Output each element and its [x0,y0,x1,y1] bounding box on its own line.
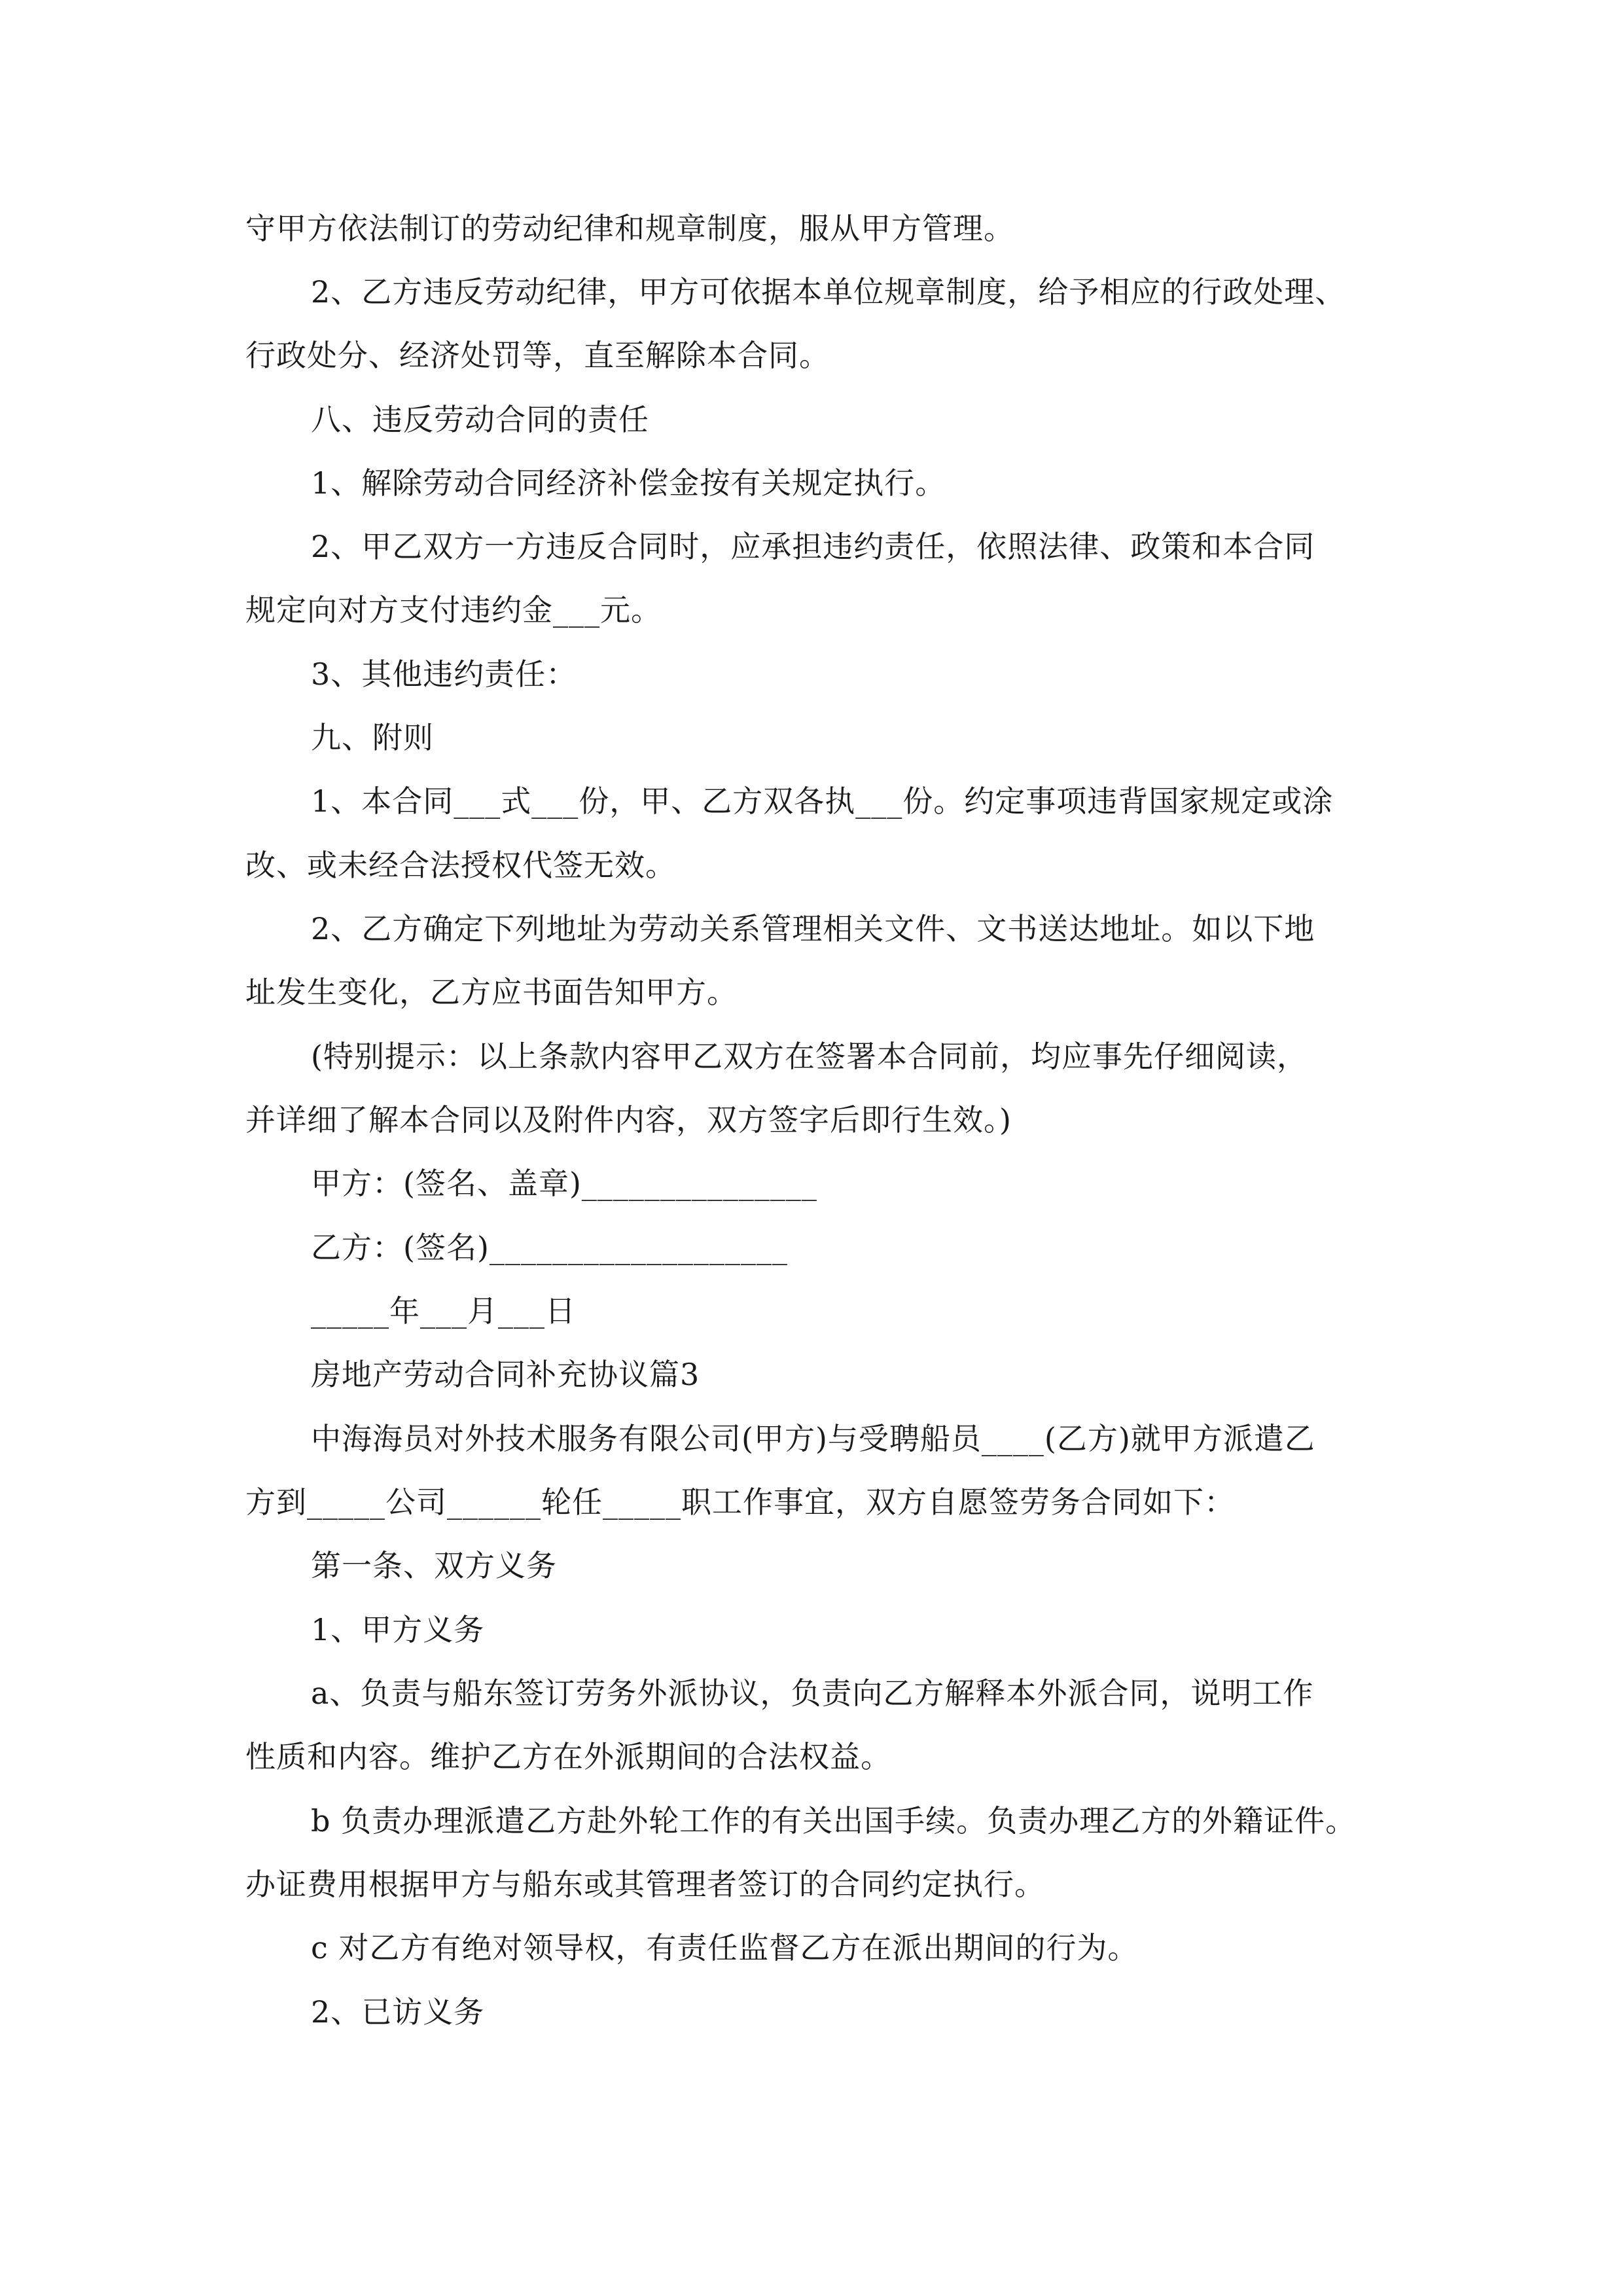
paragraph-line: 办证费用根据甲方与船东或其管理者签订的合同约定执行。 [245,1867,1045,1902]
paragraph-line: 中海海员对外技术服务有限公司(甲方)与受聘船员____(乙方)就甲方派遣乙 [311,1421,1315,1456]
paragraph-line: 3、其他违约责任： [311,656,577,692]
paragraph-line: b 负责办理派遣乙方赴外轮工作的有关出国手续。负责办理乙方的外籍证件。 [311,1803,1357,1839]
paragraph-line: 改、或未经合法授权代签无效。 [245,848,676,883]
paragraph-line: 2、乙方确定下列地址为劳动关系管理相关文件、文书送达地址。如以下地 [311,911,1315,946]
paragraph-line: 2、已访义务 [311,1994,485,2030]
paragraph-line: 方到_____公司______轮任_____职工作事宜，双方自愿签劳务合同如下： [245,1484,1235,1520]
section-heading: 八、违反劳动合同的责任 [311,402,649,437]
paragraph-line: (特别提示：以上条款内容甲乙双方在签署本合同前，均应事先仔细阅读， [311,1039,1308,1074]
paragraph-line: 性质和内容。维护乙方在外派期间的合法权益。 [245,1739,891,1774]
paragraph-line: c 对乙方有绝对领导权，有责任监督乙方在派出期间的行为。 [311,1930,1139,1965]
signature-line-party-b: 乙方：(签名)___________________ [311,1230,788,1265]
date-line: _____年___月___日 [311,1293,576,1329]
paragraph-line: 址发生变化，乙方应书面告知甲方。 [245,975,738,1010]
paragraph-line: 1、解除劳动合同经济补偿金按有关规定执行。 [311,465,946,501]
paragraph-line: a、负责与船东签订劳务外派协议，负责向乙方解释本外派合同，说明工作 [311,1676,1314,1711]
section-heading: 第一条、双方义务 [311,1548,557,1583]
paragraph-line: 2、甲乙双方一方违反合同时，应承担违约责任，依照法律、政策和本合同 [311,529,1315,564]
paragraph-line: 并详细了解本合同以及附件内容，双方签字后即行生效。) [245,1102,1012,1138]
section-heading: 九、附则 [311,720,434,755]
paragraph-line: 1、甲方义务 [311,1612,485,1647]
section-title: 房地产劳动合同补充协议篇3 [311,1357,700,1392]
paragraph-line: 2、乙方违反劳动纪律，甲方可依据本单位规章制度，给予相应的行政处理、 [311,274,1346,310]
signature-line-party-a: 甲方：(签名、盖章)_______________ [311,1166,817,1201]
paragraph-line: 行政处分、经济处罚等，直至解除本合同。 [245,338,830,373]
paragraph-line: 守甲方依法制订的劳动纪律和规章制度，服从甲方管理。 [245,211,1014,246]
paragraph-line: 规定向对方支付违约金___元。 [245,592,662,628]
paragraph-line: 1、本合同___式___份，甲、乙方双各执___份。约定事项违背国家规定或涂 [311,783,1334,819]
